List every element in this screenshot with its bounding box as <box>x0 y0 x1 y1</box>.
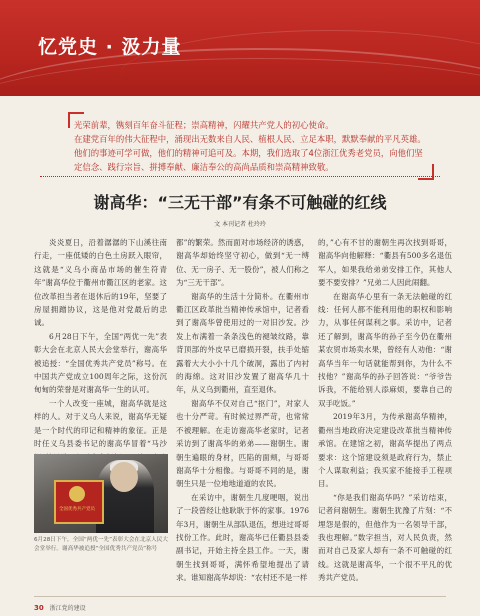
body-paragraph: 2019年3月，为传承谢高华精神，衢州当地政府决定建设改革批当精神传承馆。在建馆之初，谢高华提出了两点要求：这个馆建设须是政府行为，禁止个人谋取利益；我买家不能接手工程项目。 <box>318 412 452 489</box>
body-paragraph: 的，”心有不甘的谢朝生再次找到哥哥，谢高华向他解释：“衢县有500多名退伍军人，如果我给弟弟安排工作，其他人要不要安排？”兄弟二人因此闹翻。 <box>318 238 452 288</box>
intro-paragraph-1: 光荣前辈，镌刻百年奋斗征程；崇高精神，闪耀共产党人的初心使命。 <box>74 120 334 130</box>
photo-person-head <box>110 462 138 492</box>
article-title: 谢高华：“三无干部”有条不可触碰的红线 <box>93 193 387 212</box>
body-paragraph: 在谢高华心里有一条无法触碰的红线：任何人都不能利用他的职权和影响力，从事任何谋利之事。采访中，记者还了解到，谢高华的孙子至今仍在衢州某农贸市场卖水果，曾经有人劝他：“谢高华当年一句话就能帮到你，为什么不找他？”谢高华的孙子回答说：“爷爷告诉我，不能给别人添麻烦，要靠自己的双手吃饭。” <box>318 291 452 408</box>
journal-name: 浙江党的建设 <box>49 605 86 612</box>
body-paragraph: 在采访中，谢朝生几度哽咽，说出了一段曾经让他耿耿于怀的家事。1976年3月，谢朝生从部队退伍，想进过哥哥找份工作。此时，谢高华已任衢县县委副书记，开始主持全县工作。一天，谢朝生找到哥哥，满怀希望地提出了请求。谁知谢高华却说：“农村还不是一样 <box>176 492 309 583</box>
body-paragraph: “你是我们谢高华吗？”采访结束，记者问谢朝生。谢朝生犹豫了片刻：“不埋怨是假的，但他作为一名领导干部，我也理解。”数字担当，对人民负责，然而对自己及家人却有一条不可触碰的红线。这就是谢高华，一个很不平凡的优秀共产党员。 <box>318 492 452 583</box>
section-title: 忆党史 · 汲力量 <box>38 36 182 58</box>
header-banner <box>0 0 480 96</box>
body-paragraph: 都”的繁荣。然而面对市场经济的诱惑，谢高华却始终坚守初心，做到“无一缚位、无一房子、无一股份”，被人们称之为“三无干部”。 <box>176 238 309 288</box>
page-footer <box>34 603 86 612</box>
certificate-emblem-icon <box>69 486 85 502</box>
certificate-text: 全国优秀共产党员 <box>59 507 95 512</box>
text-column-3 <box>318 236 452 585</box>
text-column-2 <box>176 236 309 585</box>
body-paragraph: 一个人改变一座城，谢高华就是这样的人。对于义乌人来说，谢高华无疑是一个时代的印记和精神的象征。正是时任义乌县委书记的谢高华冒着“马沙 <box>34 398 167 449</box>
body-paragraph: 炎炎夏日，沿着潺潺的下山溪往南行走，一座低矮的白色土房跃入眼帘，这就是“义乌小商品市场的催生符青年”谢高华位于衢州市衢江区的老家。这位改革担当者在退休后的19年，坚要了房屋拥蹭协议，这是他对党最后的忠诚。 <box>34 238 167 328</box>
dotted-divider <box>40 176 440 177</box>
article-byline: 文 本刊记者 杜玲玲 <box>214 221 266 228</box>
intro-box <box>74 118 428 174</box>
corner-bracket-decoration <box>418 164 434 180</box>
intro-paragraph-2: 在建党百年的伟大征程中，涌现出无数来自人民、植根人民、立足本职，默默奉献的平凡英雄。他们的事迹可学可做，他们的精神可追可及。本期，我们选取了4位浙江优秀老党员，向他们坚定信念、践行宗旨、拼搏奉献、廉洁奉公的高尚品质和崇高精神致敬。 <box>74 134 426 172</box>
corner-bracket-decoration <box>68 112 84 128</box>
photo-caption: 6月28日下午，全国“两优一先”表彰大会在北京人民大会堂举行。谢高华被追授“全国优秀共产党员”称号 <box>34 537 168 552</box>
footer-rule <box>34 596 446 597</box>
article-photo <box>34 454 168 533</box>
text-column-1 <box>34 236 167 477</box>
body-paragraph: 6月28日下午，全国“两优一先”表彰大会在北京人民大会堂举行，谢高华被追授：“全国优秀共产党员”称号。在中国共产党成立100周年之际，这份沉甸甸的荣誉是对谢高华一生的认可。 <box>34 331 167 395</box>
body-paragraph: 谢高华的生活十分简朴。在衢州市衢江区政革批当精神传承馆中，记者看到了谢高华曾使用过的一对旧沙发。沙发上布满着一条条浅色的褪皱纹路，靠背顶部的外皮早已磨损开裂，扶手处缩露着大大小小十几个破洞，露出了内衬的海绵。这对旧沙发置了谢高华几十年，从义乌到衢州，直至退休。 <box>176 291 309 395</box>
body-paragraph: 谢高华不仅对自己“抠门”，对家人也十分严苛。有时候过界严苛，也常常不被理解。在走访谢高华老家时，记者采访到了谢高华的弟弟——谢朝生。谢朝生遍眼的身材，匹陷的面颊，与哥哥谢高华十分相像。与哥哥不同的是，谢朝生只是一位地地道道的农民。 <box>176 398 309 489</box>
page-number: 30 <box>34 604 44 612</box>
